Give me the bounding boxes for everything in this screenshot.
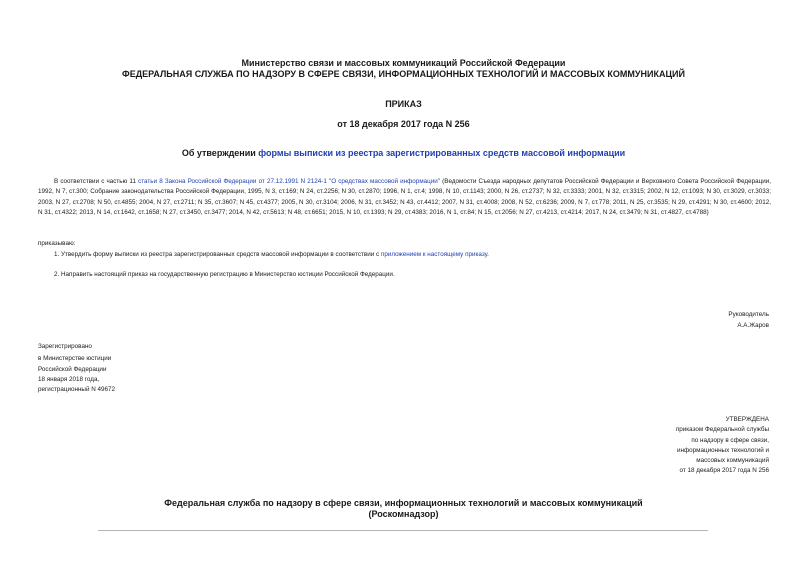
divider bbox=[98, 530, 708, 531]
preamble-text-1: В соответствии с частью 11 bbox=[54, 178, 139, 185]
appendix-link[interactable]: приложением к настоящему приказу bbox=[380, 251, 488, 258]
ministry-name: Министерство связи и массовых коммуникаций Российской Федерации bbox=[241, 58, 566, 68]
preamble-text-2: (Ведомости Съезда народных депутатов Российской Федерации и Верховного Совета Российской Федерации, 1992, N 7, ст.300; Собрание законодательства Российской Федерации, 1995, N 3, ст.169; N 24, ст.2256; N 30, ст.2870; 1996, N 1, ст.4; 1998, N 10, ст.1143; 2000, N 26, ст.2737; N 32, ст.3333; 2001, N 32, ст.3315; 2002, N 12, ст.1093; N 30, ст.3029, ст.3033; 2003, N 27, ст.2708; N 50, ст.4855; 2004, N 27, ст.2711; N 35, ст.3607; N 45, ст.4377; 2005, N 30, ст.3104; 2006, N 31, ст.3452; N 43, ст.4412; 2007, N 31, ст.4008; 2008, N 52, ст.6236; 2009, N 7, ст.778; 2011, N 25, ст.3535; N 29, ст.4291; N 30, ст.4600; 2012, N 31, ст.4322; 2013, N 14, ст.1642, ст.1658; N 27, ст.3450, ст.3477; 2014, N 42, ст.5613; N 48, ст.6651; 2015, N 10, ст.1393; N 29, ст.4383; 2016, N 1, ст.84; N 15, ст.2056; N 27, ст.4213, ст.4214; 2017, N 24, ст.3479; N 31, ст.4827, ст.4788) bbox=[38, 178, 771, 216]
signature-name: А.А.Жаров bbox=[737, 322, 769, 329]
preamble-paragraph bbox=[38, 177, 771, 218]
approval-line: приказом Федеральной службы bbox=[675, 426, 769, 434]
doc-title bbox=[0, 148, 807, 159]
registration-block bbox=[38, 342, 115, 395]
registration-line: 18 января 2018 года, bbox=[38, 375, 100, 383]
approval-line: УТВЕРЖДЕНА bbox=[725, 416, 769, 423]
service-name: ФЕДЕРАЛЬНАЯ СЛУЖБА ПО НАДЗОРУ В СФЕРЕ СВЯЗИ, ИНФОРМАЦИОННЫХ ТЕХНОЛОГИЙ И МАССОВЫХ КОММУНИКАЦИЙ bbox=[122, 69, 685, 79]
registration-line: в Министерстве юстиции bbox=[38, 355, 112, 363]
signature-position: Руководитель bbox=[728, 311, 769, 318]
doc-title-link[interactable]: формы выписки из реестра зарегистрированных средств массовой информации bbox=[258, 148, 626, 158]
approval-line: массовых коммуникаций bbox=[696, 457, 769, 465]
doc-title-prefix: Об утверждении bbox=[181, 148, 259, 158]
order-item-1-text: 1. Утвердить форму выписки из реестра зарегистрированных средств массовой информации в соответствии с bbox=[54, 251, 381, 258]
doc-date-number: от 18 декабря 2017 года N 256 bbox=[337, 119, 470, 129]
approval-line: по надзору в сфере связи, bbox=[691, 436, 769, 444]
approval-line: от 18 декабря 2017 года N 256 bbox=[679, 467, 769, 475]
form-header-line-2: (Роскомнадзор) bbox=[368, 509, 439, 519]
registration-line: Зарегистрировано bbox=[38, 343, 92, 350]
form-header-line-1: Федеральная служба по надзору в сфере связи, информационных технологий и массовых коммуникаций bbox=[164, 498, 643, 508]
approval-line: информационных технологий и bbox=[676, 446, 769, 454]
approval-block bbox=[676, 415, 769, 477]
order-item-1 bbox=[54, 250, 489, 260]
order-lead: приказываю: bbox=[38, 240, 76, 247]
doc-type: ПРИКАЗ bbox=[385, 99, 422, 109]
order-item-2: 2. Направить настоящий приказ на государственную регистрацию в Министерство юстиции Российской Федерации. bbox=[54, 271, 395, 278]
registration-line: регистрационный N 49672 bbox=[38, 386, 116, 394]
registration-line: Российской Федерации bbox=[38, 365, 107, 373]
order-item-1-end: . bbox=[487, 251, 489, 258]
law-link[interactable]: статьи 8 Закона Российской Федерации от 27.12.1991 N 2124-1 "О средствах массовой информации" bbox=[138, 178, 441, 185]
